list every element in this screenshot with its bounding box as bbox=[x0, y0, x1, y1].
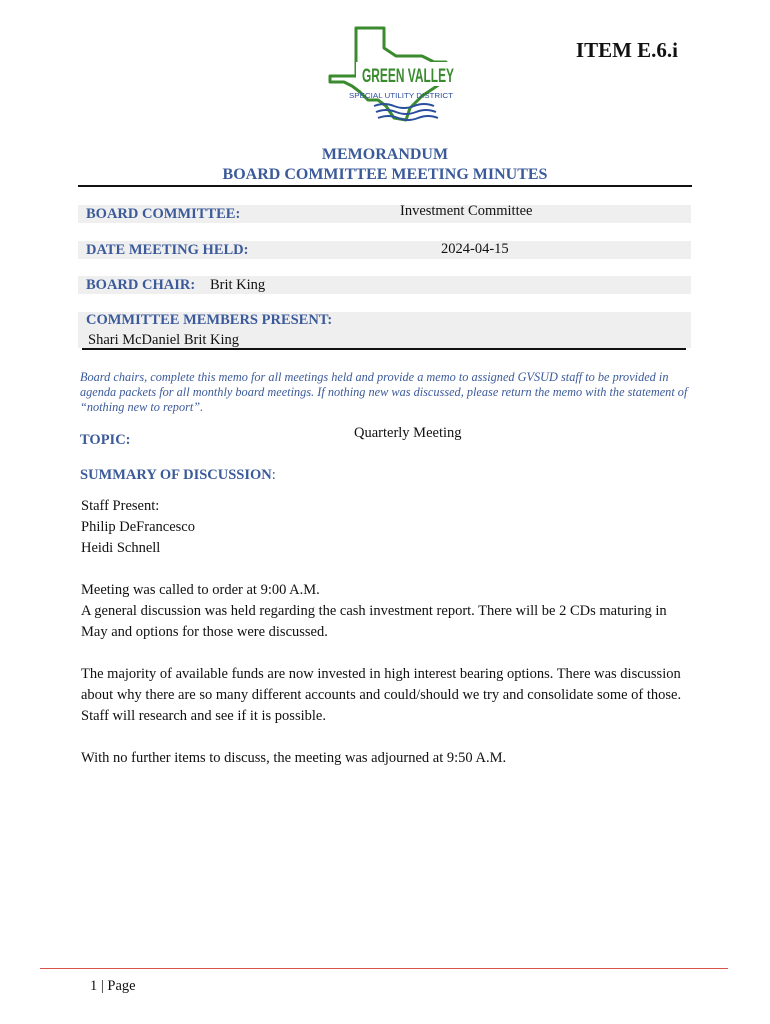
topic-label: TOPIC: bbox=[80, 432, 131, 448]
date-value: 2024-04-15 bbox=[441, 241, 509, 257]
footer-rule bbox=[40, 968, 728, 969]
instructions-note: Board chairs, complete this memo for all meetings held and provide a memo to assigned GVSUD staff to be provided in agenda packets for all monthly board meetings. If nothing new was discussed, please return the memo with the statement of “nothing new to report”. bbox=[80, 370, 688, 414]
summary-label: SUMMARY OF DISCUSSION bbox=[80, 467, 272, 483]
item-label: ITEM E.6.i bbox=[575, 38, 678, 62]
staff-member: Heidi Schnell bbox=[81, 540, 161, 556]
logo-text-main: GREEN VALLEY bbox=[362, 66, 455, 87]
date-label: DATE MEETING HELD: bbox=[86, 242, 249, 258]
board-chair-label: BOARD CHAIR: bbox=[86, 277, 196, 293]
members-value: Shari McDaniel Brit King bbox=[88, 332, 240, 348]
summary-paragraph-1-line-2: A general discussion was held regarding the cash investment report. There will be 2 CDs maturing in May and options for those were discussed. bbox=[81, 603, 667, 640]
members-rule bbox=[82, 348, 686, 350]
staff-present-heading: Staff Present: bbox=[81, 498, 160, 514]
board-committee-label: BOARD COMMITTEE: bbox=[86, 206, 241, 222]
summary-paragraph-3: With no further items to discuss, the meeting was adjourned at 9:50 A.M. bbox=[81, 750, 507, 766]
summary-colon: : bbox=[271, 467, 276, 483]
page-number: 1 | Page bbox=[90, 978, 136, 994]
summary-paragraph-1-line-1: Meeting was called to order at 9:00 A.M. bbox=[81, 582, 320, 598]
green-valley-logo bbox=[322, 22, 458, 126]
summary-heading bbox=[80, 467, 276, 484]
members-label: COMMITTEE MEMBERS PRESENT: bbox=[86, 312, 333, 328]
topic-value: Quarterly Meeting bbox=[354, 425, 462, 441]
title-rule bbox=[78, 185, 692, 187]
board-committee-value: Investment Committee bbox=[400, 203, 533, 219]
summary-paragraph-2: The majority of available funds are now invested in high interest bearing options. There was discussion about why there are so many different accounts and could/should we try and consolidate some of those. Staff will research and see if it is possible. bbox=[81, 666, 682, 724]
memo-subtitle: BOARD COMMITTEE MEETING MINUTES bbox=[222, 166, 548, 183]
staff-member: Philip DeFrancesco bbox=[81, 519, 195, 535]
memo-title: MEMORANDUM bbox=[321, 146, 449, 163]
logo-text-sub: SPECIAL UTILITY DISTRICT bbox=[349, 91, 454, 100]
board-chair-value: Brit King bbox=[210, 277, 266, 293]
